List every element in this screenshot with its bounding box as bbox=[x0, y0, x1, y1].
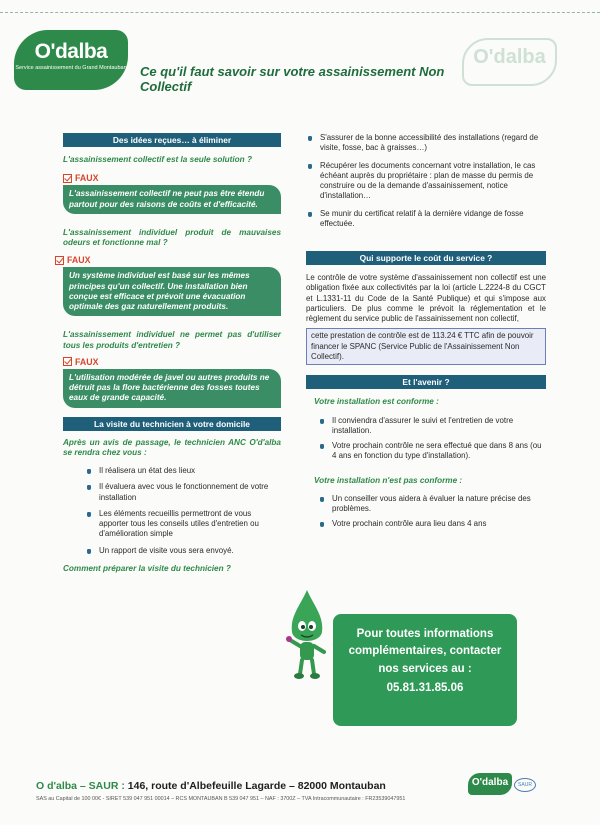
contact-line-3: nos services au : bbox=[378, 662, 472, 675]
myth-question-2: L'assainissement individuel produit de mauvaises odeurs et fonctionne mal ? bbox=[63, 227, 281, 247]
list-item: Il évaluera avec vous le fonctionnement de votre installation bbox=[85, 482, 281, 503]
top-divider bbox=[0, 12, 600, 13]
page-title: Ce qu'il faut savoir sur votre assainissement Non Collectif bbox=[140, 64, 445, 94]
list-item: Un rapport de visite vous sera envoyé. bbox=[85, 546, 281, 556]
preparation-list bbox=[306, 133, 546, 229]
verdict-label: FAUX bbox=[75, 356, 99, 367]
conforme-title: Votre installation est conforme : bbox=[314, 397, 439, 407]
section-heading-cout: Qui supporte le coût du service ? bbox=[306, 251, 546, 265]
myth-answer-3: L'utilisation modérée de javel ou autres produits ne détruit pas la flore bactérienne des fosses toutes eaux de grande capacité. bbox=[63, 369, 281, 408]
myth-verdict-3 bbox=[63, 357, 281, 367]
myth-verdict-2 bbox=[55, 255, 281, 265]
odalba-logo bbox=[14, 30, 128, 90]
cout-highlight: cette prestation de contrôle est de 113.24 € TTC afin de pouvoir financer le SPANC (Service Public de l'Assainissement Non Collectif). bbox=[306, 328, 546, 365]
footer-brand: O d'alba – SAUR : bbox=[36, 780, 125, 792]
myth-question-3: L'assainissement individuel ne permet pas d'utiliser tous les produits d'entretien ? bbox=[63, 330, 281, 350]
contact-line-2: complémentaires, contacter bbox=[348, 645, 502, 658]
footer-legal: SAS au Capital de 100 00€ - SIRET 539 047 951 00014 – RCS MONTAUBAN B 539 047 951 – NAF : 3700Z – TVA Intracommunautaire : FR23539047951 bbox=[36, 796, 406, 802]
non-conforme-title: Votre installation n'est pas conforme : bbox=[314, 475, 463, 485]
myth-answer-1: L'assainissement collectif ne peut pas être étendu partout pour des raisons de coûts et d'efficacité. bbox=[63, 185, 281, 214]
footer-address-text: 146, route d'Albefeuille Lagarde – 82000 Montauban bbox=[124, 780, 386, 792]
contact-line-1: Pour toutes informations bbox=[356, 628, 494, 640]
footer-address bbox=[36, 780, 386, 792]
list-item: Il réalisera un état des lieux bbox=[85, 466, 281, 476]
visite-list bbox=[85, 466, 281, 556]
myth-answer-2: Un système individuel est basé sur les mêmes principes qu'un collectif. Une installation bien conçue est efficace et prévoit une évacuation optimale des gaz naturellement produits. bbox=[63, 267, 281, 316]
list-item: Un conseiller vous aidera à évaluer la nature précise des problèmes. bbox=[318, 494, 546, 515]
right-column bbox=[306, 133, 546, 530]
section-heading-visite: La visite du technicien à votre domicile bbox=[63, 417, 281, 431]
list-item: Se munir du certificat relatif à la dernière vidange de fosse effectuée. bbox=[306, 209, 546, 230]
prepare-question: Comment préparer la visite du technicien ? bbox=[63, 563, 231, 573]
section-heading-idees: Des idées reçues… à éliminer bbox=[63, 133, 281, 147]
list-item: Votre prochain contrôle ne sera effectué que dans 8 ans (ou 4 ans en fonction du type d'installation). bbox=[318, 441, 546, 462]
logo-brand: O'dalba bbox=[34, 40, 108, 63]
non-conforme-list bbox=[318, 494, 546, 530]
checkbox-icon bbox=[63, 357, 72, 366]
list-item: Votre prochain contrôle aura lieu dans 4 ans bbox=[318, 519, 546, 529]
myth-verdict-1 bbox=[63, 173, 281, 183]
list-item: S'assurer de la bonne accessibilité des installations (regard de visite, fosse, bac à graisses…) bbox=[306, 133, 546, 154]
list-item: Il conviendra d'assurer le suivi et l'entretien de votre installation. bbox=[318, 416, 546, 437]
footer-seal: SAUR bbox=[514, 778, 536, 792]
cout-paragraph: Le contrôle de votre système d'assainissement non collectif est une obligation fixée aux collectivités par la loi (article L.2224-8 du CGCT et L.1331-11 du Code de la Santé Publique) et qui s'impose aux particuliers. De plus comme le prévoit la réglementation et le règlement du service public de l'assainissement non collectif, bbox=[306, 273, 546, 324]
ghost-logo: O'dalba bbox=[462, 38, 557, 86]
water-drop-mascot-icon bbox=[284, 588, 330, 680]
list-item: Les éléments recueillis permettront de vous apporter tous les conseils utiles d'entretien ou d'amélioration simple bbox=[85, 509, 281, 540]
conforme-list bbox=[318, 416, 546, 462]
myth-question-1: L'assainissement collectif est la seule solution ? bbox=[63, 155, 252, 164]
logo-tagline: Service assainissement du Grand Montauban bbox=[15, 65, 127, 71]
verdict-label: FAUX bbox=[67, 255, 91, 266]
checkbox-icon bbox=[63, 174, 72, 183]
left-column bbox=[63, 133, 281, 574]
section-heading-avenir: Et l'avenir ? bbox=[306, 375, 546, 389]
checkbox-icon bbox=[55, 256, 64, 265]
contact-phone: 05.81.31.85.06 bbox=[386, 681, 464, 694]
list-item: Récupérer les documents concernant votre installation, le cas échéant auprès du propriétaire : plan de masse du permis de construire ou de la demande d'assainissement, notice d'installation… bbox=[306, 161, 546, 202]
footer-logo: O'dalba bbox=[468, 773, 512, 795]
verdict-label: FAUX bbox=[75, 173, 99, 184]
contact-box bbox=[333, 614, 517, 726]
visite-intro: Après un avis de passage, le technicien ANC O'd'alba se rendra chez vous : bbox=[63, 437, 281, 457]
